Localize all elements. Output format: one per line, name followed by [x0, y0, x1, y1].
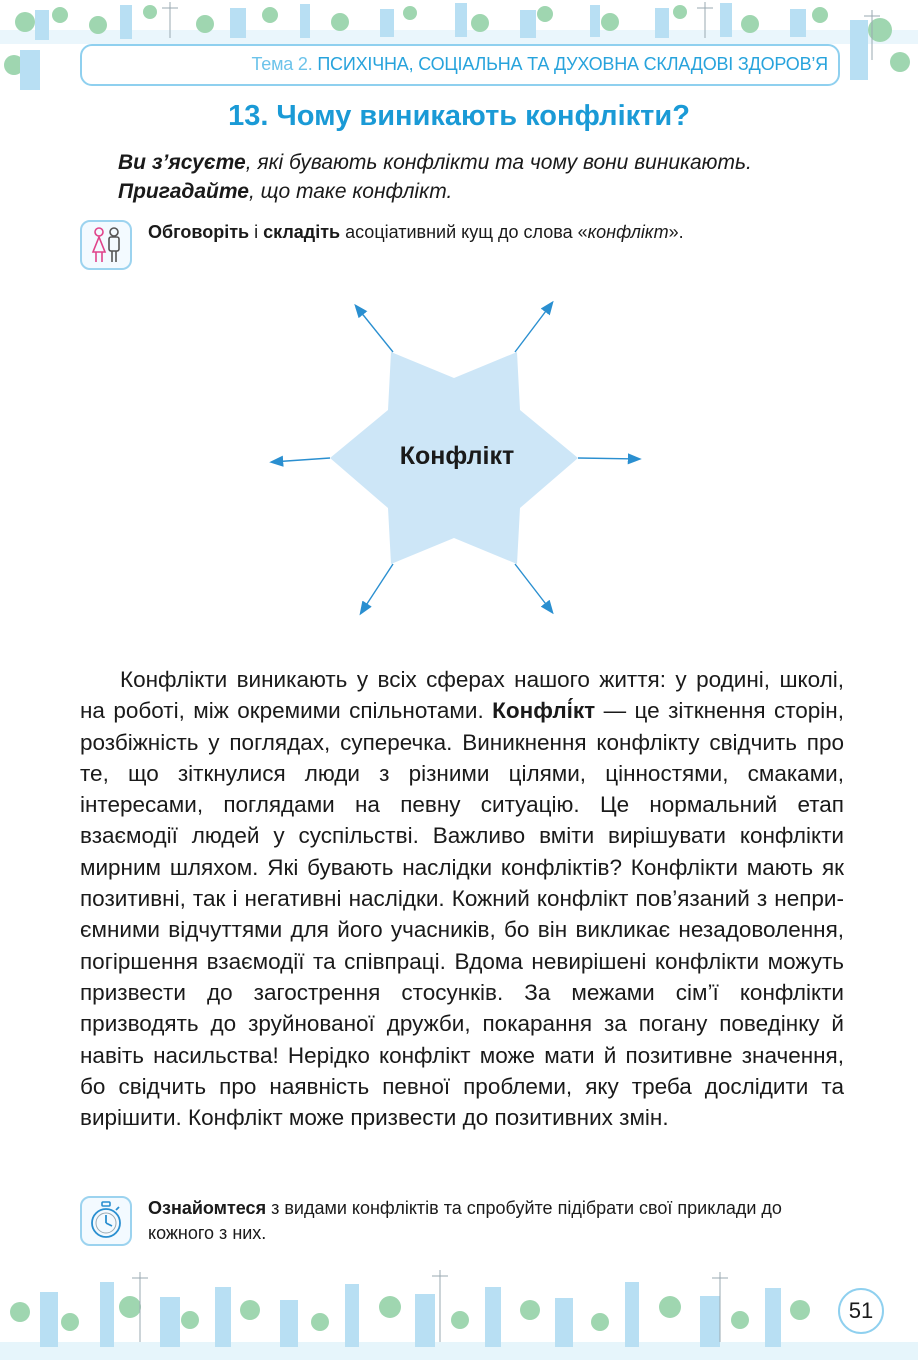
- intro-line1-bold: Ви з’ясуєте: [118, 151, 246, 174]
- arrow-bottom-right: [515, 564, 552, 612]
- stopwatch-icon: [80, 1196, 132, 1246]
- lesson-intro: [118, 148, 858, 206]
- task-discuss-text: [148, 220, 848, 245]
- term-conflict: Конфлі́кт: [492, 698, 596, 724]
- arrow-bottom-left: [361, 564, 393, 613]
- paragraph-part2: — це зіткнення сторін, розбіжність у поглядах, суперечка. Виникнення конфлікту свідчить про те, що зіткнулися люди з різними цілями, цінностями, смаками, інтересами, поглядами на певну ситуацію. Це нормальний етап взаємодії людей у суспільстві. Важливо вміти вирішувати конфлікти мирним шляхом. Які бувають наслідки конфліктів? Конфлікти мають як позитивні, так і негативні наслідки. Кожний конфлікт пов’язаний з неприємними відчуттями для його учасників, бо він викликає незадоволення, погіршення взаємодії та співпраці. Вдома невирішені конфлікти можуть призвести до загострення стосунків. За межами сім’ї конфлікти призводять до зруйнованої дружби, покарання за погану поведінку й навіть насильства! Нерідко конфлікт може мати й позитивне значення, бо свідчить про наявність певної проблеми, яку треба дослідити та вирішити. Конфлікт може призвести до позитивних змін.: [80, 698, 844, 1131]
- task1-verb2: складіть: [263, 222, 341, 242]
- task1-keyword: конфлікт: [587, 222, 669, 242]
- running-header: [80, 54, 828, 75]
- task1-text2: асоціативний кущ до слова «: [340, 222, 588, 242]
- intro-line2-text: , що таке конфлікт.: [248, 180, 453, 203]
- arrow-top-left: [356, 306, 393, 352]
- intro-line1-text: , які бувають конфлікти та чому вони виникають.: [245, 151, 752, 174]
- paragraph-part1: Конфлікти виникають у всіх сферах нашого життя: у родині, школі, на роботі, між окремими спільнотами.: [80, 667, 844, 724]
- diagram-center-label: Конфлікт: [399, 442, 515, 470]
- header-title: ПСИХІЧНА, СОЦІАЛЬНА ТА ДУХОВНА СКЛАДОВІ ЗДОРОВ’Я: [312, 54, 828, 74]
- task-explore-text: [148, 1196, 848, 1246]
- task2-verb: Ознайомтеся: [148, 1198, 267, 1218]
- header-topic: Тема 2.: [251, 54, 313, 74]
- task2-text: з видами конфліктів та спробуйте підібрати свої приклади до кожного з них.: [148, 1198, 782, 1243]
- task1-text1: і: [249, 222, 264, 242]
- bottom-city-decoration: [0, 1262, 918, 1360]
- arrow-top-right: [515, 303, 552, 352]
- people-icon: [80, 220, 132, 270]
- lesson-title: 13. Чому виникають конфлікти?: [228, 100, 690, 132]
- task1-text3: ».: [668, 222, 684, 242]
- main-paragraph: [80, 664, 844, 1133]
- intro-line2-bold: Пригадайте: [118, 180, 249, 203]
- task1-verb1: Обговоріть: [148, 222, 250, 242]
- page-number: 51: [838, 1288, 884, 1334]
